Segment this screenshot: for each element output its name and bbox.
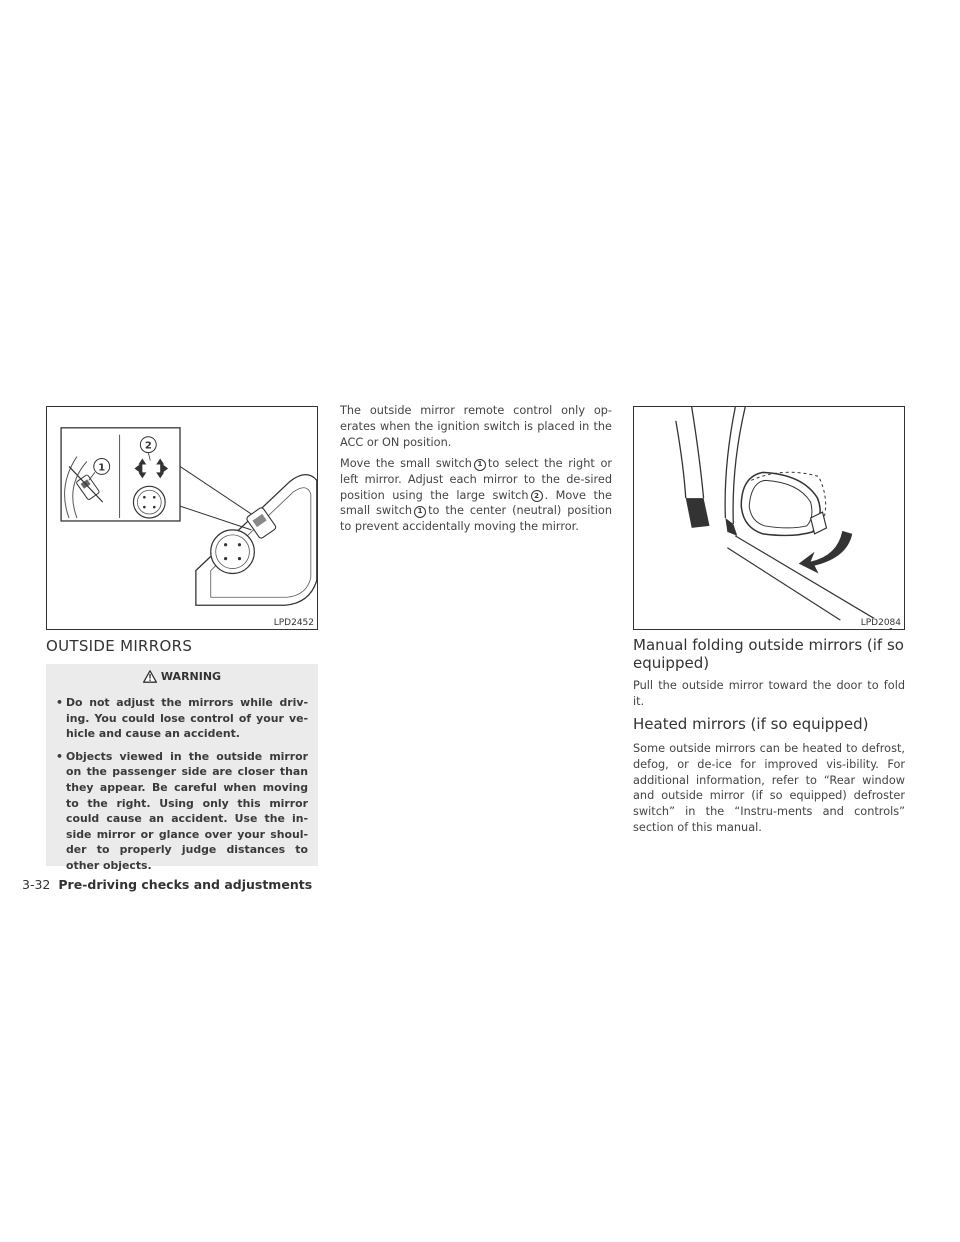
- mirror-folding-illustration: [633, 406, 905, 630]
- remote-control-paragraph: The outside mirror remote control only op-erates when the ignition switch is placed in the ACC or ON position.: [340, 404, 612, 449]
- circled-number-1: 1: [474, 459, 486, 471]
- switch-instructions-paragraph: [340, 456, 612, 535]
- warning-item-text: Do not adjust the mirrors while driv-ing. You could lose control of your ve-hicle and cause an accident.: [66, 696, 308, 741]
- circled-number-2: 2: [531, 490, 543, 502]
- section-title: OUTSIDE MIRRORS: [46, 637, 193, 655]
- text-segment: to select the right or left mirror. Adjust each mirror to the de-sired position using the large switch: [340, 457, 612, 502]
- warning-item: [56, 749, 308, 874]
- bullet: •: [56, 749, 63, 763]
- mirror-switch-drawing: [47, 407, 317, 629]
- page-footer: [22, 877, 312, 892]
- circled-number-1: 1: [414, 506, 426, 518]
- warning-box: [46, 664, 318, 872]
- text-segment: to the center (neutral) position to prevent accidentally moving the mirror.: [340, 504, 612, 534]
- warning-icon: [143, 670, 157, 683]
- callout-1: 1: [98, 462, 106, 474]
- chapter-title: Pre-driving checks and adjustments: [58, 877, 313, 892]
- text-segment: . Move the small switch: [340, 488, 612, 518]
- heated-mirrors-paragraph: Some outside mirrors can be heated to defrost, defog, or de-ice for improved vis-ibility. For additional information, refer to “Rear window and outside mirror (if so equipped) defroster switch” in the “Instru-ments and controls” section of this manual.: [633, 742, 905, 834]
- manual-folding-paragraph: Pull the outside mirror toward the door to fold it.: [633, 679, 905, 708]
- warning-header: [56, 670, 308, 683]
- callout-2: 2: [144, 440, 152, 452]
- warning-item-text: Objects viewed in the outside mirror on the passenger side are closer than they appear. Be careful when moving to the right. Using only this mirror could cause an accident. Use the in-side mirror or glance over your shoul-der to properly judge distances to other objects.: [66, 749, 308, 872]
- bullet: •: [56, 696, 63, 709]
- page-number: 3-32: [22, 877, 51, 892]
- figure-code-right: LPD2084: [860, 618, 901, 628]
- manual-folding-heading: Manual folding outside mirrors (if so equipped): [633, 636, 904, 672]
- text-segment: Move the small switch: [340, 457, 472, 470]
- warning-item: [56, 695, 308, 742]
- figure-code-left: LPD2452: [273, 618, 314, 628]
- mirror-folding-drawing: [634, 407, 904, 629]
- warning-title: WARNING: [160, 670, 222, 683]
- warning-list: [56, 695, 308, 874]
- mirror-switch-illustration: [46, 406, 318, 630]
- heated-mirrors-heading: Heated mirrors (if so equipped): [633, 715, 869, 733]
